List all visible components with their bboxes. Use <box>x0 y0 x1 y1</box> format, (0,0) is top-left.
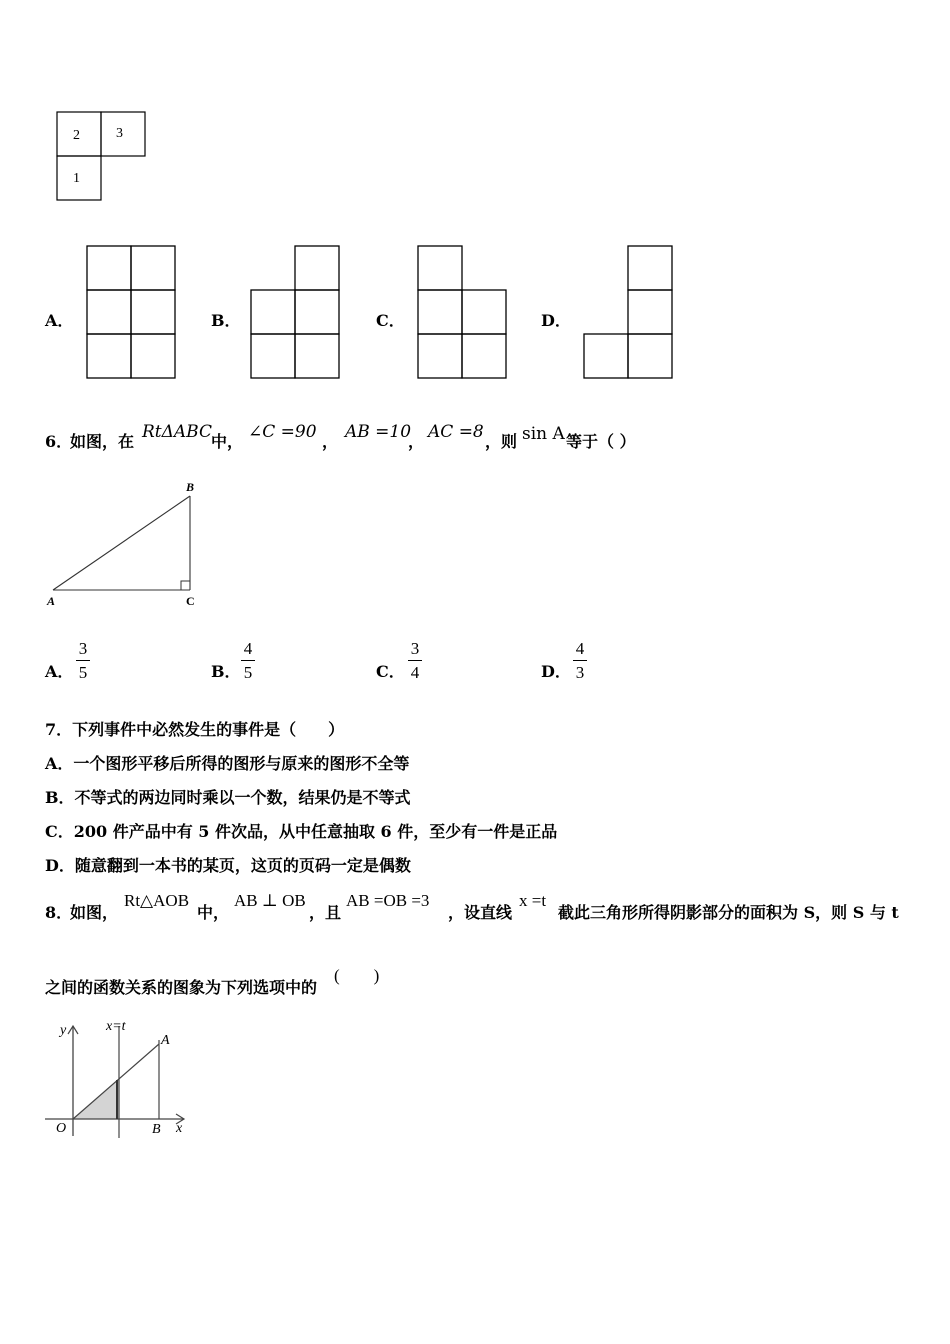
q6-text-intro: 如图，在 <box>70 432 135 451</box>
fraction-bar <box>408 660 422 661</box>
q8-text-and: ，且 <box>309 903 342 922</box>
q6-figure-label-a: A <box>47 594 56 608</box>
denominator: 3 <box>575 663 585 682</box>
q8-text-area: 截此三角形所得阴影部分的面积为 S，则 S 与 t <box>558 903 899 922</box>
q8-text-line2: 之间的函数关系的图象为下列选项中的 <box>45 978 318 997</box>
q6-option-c[interactable]: C． <box>376 662 405 681</box>
q5-option-c-label[interactable]: C． <box>376 311 405 330</box>
q7-option-c[interactable]: C．200 件产品中有 5 件次品，从中任意抽取 6 件，至少有一件是正品 <box>45 822 558 841</box>
q5-option-d-label[interactable]: D． <box>541 311 571 330</box>
q6-option-a-fraction[interactable] <box>76 640 90 681</box>
q6-number: 6． <box>45 432 73 451</box>
net-cell-2: 2 <box>73 128 80 143</box>
q6-triangle-figure <box>44 478 209 608</box>
denominator: 5 <box>78 663 88 682</box>
q5-option-b-figure[interactable] <box>250 245 342 379</box>
q8-number: 8． <box>45 903 73 922</box>
cube-net-figure <box>56 111 148 201</box>
q8-figure-a-label: A <box>161 1033 170 1048</box>
denominator: 4 <box>410 663 420 682</box>
q5-option-a-figure[interactable] <box>86 245 176 379</box>
q8-text-line: ，设直线 <box>448 903 513 922</box>
q8-figure-x-label: x <box>176 1121 183 1136</box>
q8-text-intro: 如图， <box>70 903 119 922</box>
q7-stem: 7．下列事件中必然发生的事件是（ ） <box>45 720 345 739</box>
q6-triangle: RtΔABC <box>142 422 213 442</box>
numerator: 3 <box>410 639 420 658</box>
q6-figure-label-b: B <box>186 480 195 494</box>
denominator: 5 <box>243 663 253 682</box>
q8-figure-xt-label: x=t <box>106 1019 126 1034</box>
q6-ab-condition: AB =10 <box>345 422 412 442</box>
q6-text-then: ，则 <box>485 432 518 451</box>
q8-perp-condition: AB ⊥ OB <box>234 891 306 910</box>
q6-sep-1: ， <box>322 432 339 451</box>
q8-line-equation: x =t <box>519 891 547 910</box>
q8-length-condition: AB =OB =3 <box>346 891 430 910</box>
q6-sep-2: ， <box>408 432 425 451</box>
net-cell-3: 3 <box>116 126 123 141</box>
q8-figure-b-label: B <box>152 1122 161 1137</box>
net-cell-1: 1 <box>73 171 80 186</box>
q5-option-c-figure[interactable] <box>417 245 509 379</box>
q8-triangle: Rt△AOB <box>124 891 190 910</box>
q6-text-in: 中， <box>211 432 244 451</box>
q5-option-d-figure[interactable] <box>583 245 675 379</box>
q6-text-equals: 等于（ ） <box>566 432 636 451</box>
q8-figure-y-label: y <box>60 1023 67 1038</box>
q6-option-d[interactable]: D． <box>541 662 571 681</box>
fraction-bar <box>76 660 90 661</box>
q6-sin-a: sin A <box>522 424 565 444</box>
q8-text-in: 中， <box>197 903 230 922</box>
q6-angle-condition: ∠C =90 <box>248 422 317 442</box>
q8-figure-o-label: O <box>56 1121 67 1136</box>
numerator: 4 <box>575 639 585 658</box>
q7-option-a[interactable]: A．一个图形平移后所得的图形与原来的图形不全等 <box>45 754 410 773</box>
numerator: 4 <box>243 639 253 658</box>
q8-answer-paren: ( ) <box>334 966 380 985</box>
q5-option-b-label[interactable]: B． <box>211 311 241 330</box>
q6-option-b-fraction[interactable] <box>241 640 255 681</box>
q6-option-a[interactable]: A． <box>45 662 74 681</box>
q6-option-d-fraction[interactable] <box>573 640 587 681</box>
fraction-bar <box>241 660 255 661</box>
q6-option-c-fraction[interactable] <box>408 640 422 681</box>
q5-option-a-label[interactable]: A． <box>45 311 74 330</box>
q6-figure-label-c: C <box>186 594 195 608</box>
numerator: 3 <box>78 639 88 658</box>
q6-option-b[interactable]: B． <box>211 662 241 681</box>
q7-option-d[interactable]: D．随意翻到一本书的某页，这页的页码一定是偶数 <box>45 856 411 875</box>
q7-option-b[interactable]: B．不等式的两边同时乘以一个数，结果仍是不等式 <box>45 788 411 807</box>
q6-ac-condition: AC =8 <box>428 422 484 442</box>
fraction-bar <box>573 660 587 661</box>
